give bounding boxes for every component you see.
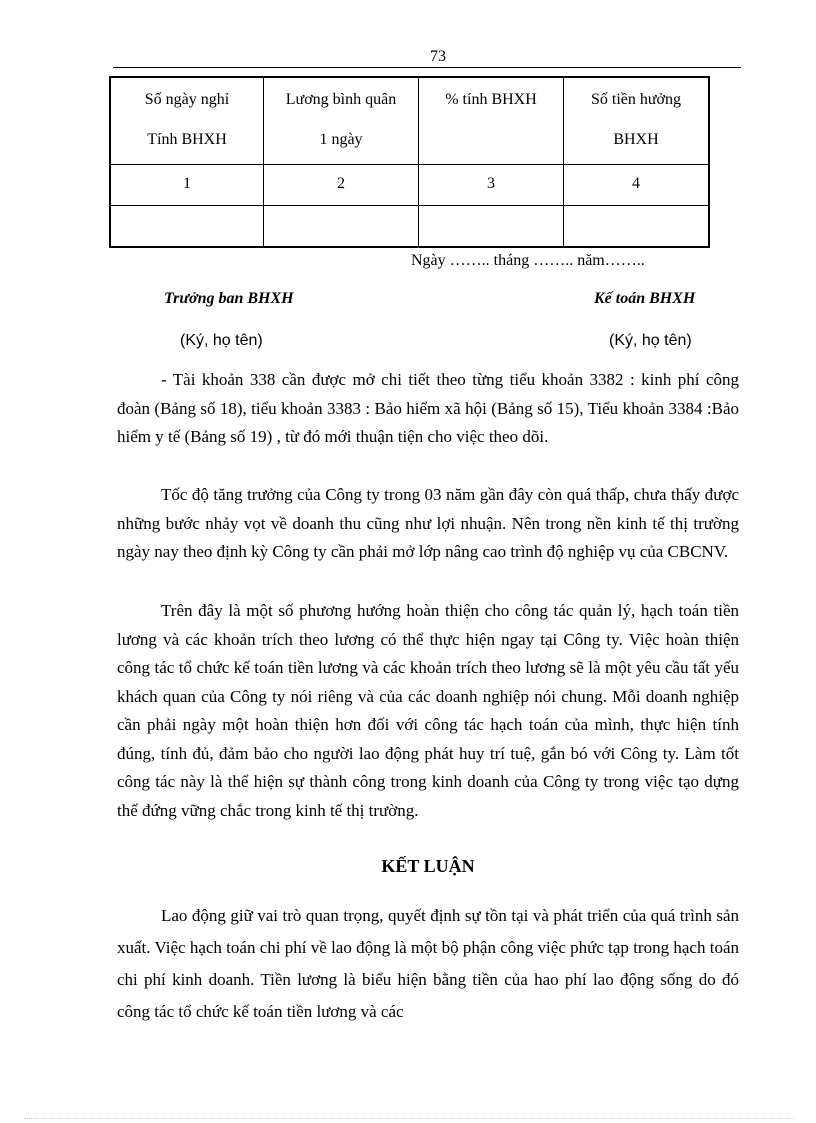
conclusion-heading: KẾT LUẬN (381, 856, 475, 876)
page-bottom-divider (24, 1118, 794, 1119)
header-line: Tính BHXH (147, 131, 227, 148)
header-line: Số ngày nghỉ (144, 91, 230, 108)
bhxh-table (109, 76, 710, 248)
date-line: Ngày …….. tháng …….. năm…….. (411, 252, 645, 269)
header-line: % tính BHXH (445, 91, 537, 108)
header-cell-amount (564, 77, 710, 165)
header-cell-sick-days (110, 77, 264, 165)
number-cell: 1 (110, 165, 264, 206)
paragraph-account-338: - Tài khoản 338 cần được mở chi tiết theo từng tiểu khoản 3382 : kinh phí công đoàn (Bảng số 18), tiểu khoản 3383 : Bảo hiểm xã hội (Bảng số 15), Tiểu khoản 3384 :Bảo hiểm y tế (Bảng số 19) , từ đó mới thuận tiện cho việc theo dõi. (117, 370, 739, 446)
paragraph-improvement: Trên đây là một số phương hướng hoàn thiện cho công tác quản lý, hạch toán tiền lương và các khoản trích theo lương có thể thực hiện ngay tại Công ty. Việc hoàn thiện công tác tổ chức kế toán tiền lương và các khoản trích theo lương sẽ là một yêu cầu tất yếu khách quan của Công ty nói riêng và của các doanh nghiệp nói chung. Mỗi doanh nghiệp cần phải ngày một hoàn thiện hơn đối với công tác hạch toán của mình, thực hiện tính đúng, tính đủ, đảm bảo cho người lao động phát huy trí tuệ, gắn bó với Công ty. Làm tốt công tác này là thể hiện sự thành công trong kinh doanh của Công ty trong việc tạo dựng thế đứng vững chắc trong kinh tế thị trường. (117, 601, 739, 820)
number-cell: 4 (564, 165, 710, 206)
signature-title-right: Kế toán BHXH (594, 290, 696, 307)
empty-cell (564, 206, 710, 248)
paragraph-growth: Tốc độ tăng trưởng của Công ty trong 03 năm gần đây còn quá thấp, chưa thấy được những bước nhảy vọt về doanh thu cũng như lợi nhuận. Nên trong nền kinh tế thị trường ngày nay theo định kỳ Công ty cần phải mở lớp nâng cao trình độ nghiệp vụ của CBCNV. (117, 485, 739, 561)
page-number: 73 (430, 48, 446, 65)
header-line: Số tiền hưởng (590, 91, 682, 108)
empty-cell (419, 206, 564, 248)
signature-note-right: (Ký, họ tên) (609, 332, 692, 349)
number-cell: 3 (419, 165, 564, 206)
empty-cell (110, 206, 264, 248)
header-cell-percent (419, 77, 564, 165)
header-rule (113, 67, 741, 68)
signature-title-left: Trưởng ban BHXH (164, 290, 294, 307)
number-cell: 2 (264, 165, 419, 206)
table-header-row (110, 77, 709, 165)
header-line: BHXH (613, 131, 659, 148)
header-cell-avg-salary (264, 77, 419, 165)
signature-note-left: (Ký, họ tên) (180, 332, 263, 349)
table-empty-row (110, 206, 709, 248)
table-number-row (110, 165, 709, 206)
header-line: 1 ngày (319, 131, 363, 148)
empty-cell (264, 206, 419, 248)
header-line: Lương bình quân (285, 91, 397, 108)
paragraph-conclusion: Lao động giữ vai trò quan trọng, quyết định sự tồn tại và phát triển của quá trình sản xuất. Việc hạch toán chi phí về lao động là một bộ phận công việc phức tạp trong hạch toán chi phí kinh doanh. Tiền lương là biểu hiện bằng tiền của hao phí lao động sống do đó công tác tổ chức kế toán tiền lương và các (117, 906, 739, 1021)
